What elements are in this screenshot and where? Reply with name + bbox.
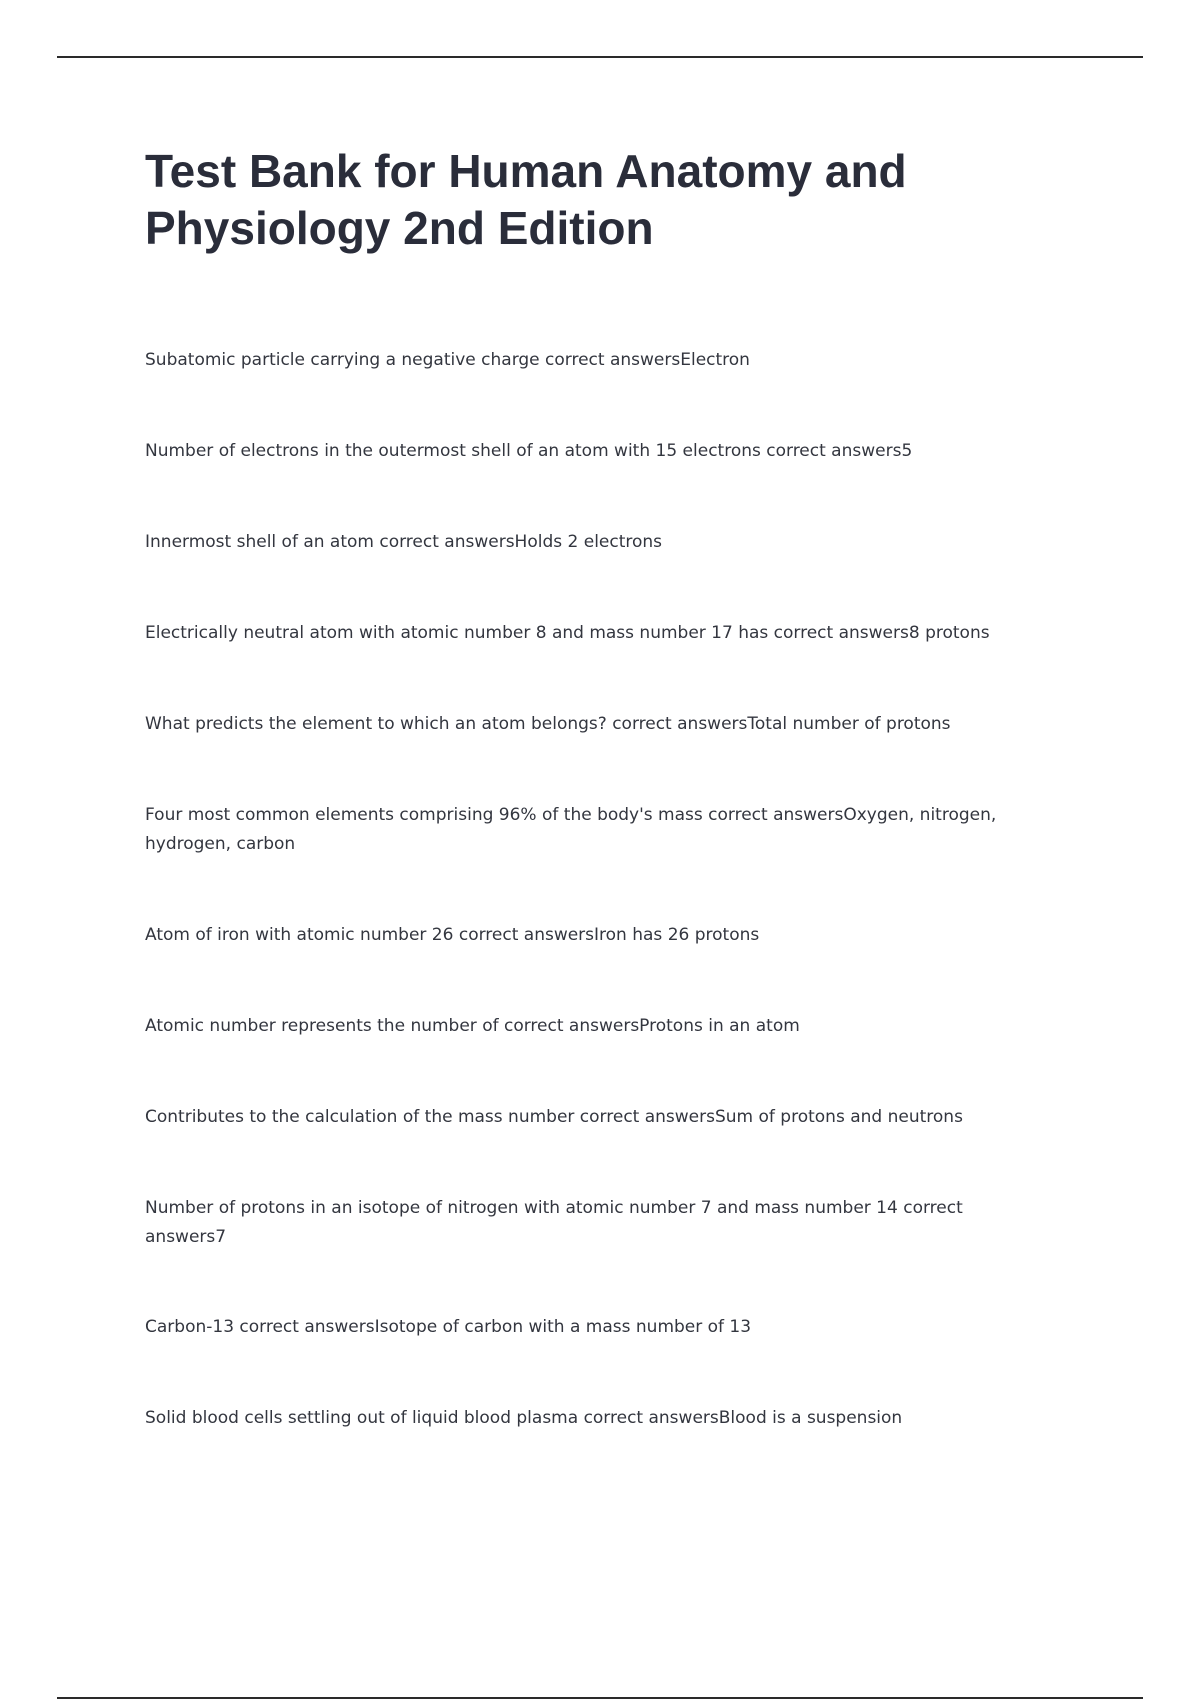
qa-item: Atomic number represents the number of correct answersProtons in an atom <box>145 1016 800 1036</box>
bottom-divider <box>57 1697 1143 1699</box>
qa-item: Contributes to the calculation of the mass number correct answersSum of protons and neutrons <box>145 1107 963 1127</box>
qa-item: Number of protons in an isotope of nitrogen with atomic number 7 and mass number 14 correct answers7 <box>145 1198 963 1247</box>
qa-item: Solid blood cells settling out of liquid blood plasma correct answersBlood is a suspension <box>145 1408 903 1428</box>
page-title: Test Bank for Human Anatomy and Physiology 2nd Edition <box>145 145 907 254</box>
qa-item: Innermost shell of an atom correct answersHolds 2 electrons <box>145 532 663 552</box>
qa-item: Number of electrons in the outermost shell of an atom with 15 electrons correct answers5 <box>145 441 913 461</box>
qa-item: Carbon-13 correct answersIsotope of carbon with a mass number of 13 <box>145 1317 752 1337</box>
top-divider <box>57 56 1143 58</box>
qa-item: Subatomic particle carrying a negative charge correct answersElectron <box>145 350 750 370</box>
qa-item: Four most common elements comprising 96% of the body's mass correct answersOxygen, nitrogen, hydrogen, carbon <box>145 805 997 854</box>
qa-item: What predicts the element to which an atom belongs? correct answersTotal number of protons <box>145 714 951 734</box>
qa-item: Electrically neutral atom with atomic number 8 and mass number 17 has correct answers8 protons <box>145 623 990 643</box>
qa-item: Atom of iron with atomic number 26 correct answersIron has 26 protons <box>145 925 760 945</box>
